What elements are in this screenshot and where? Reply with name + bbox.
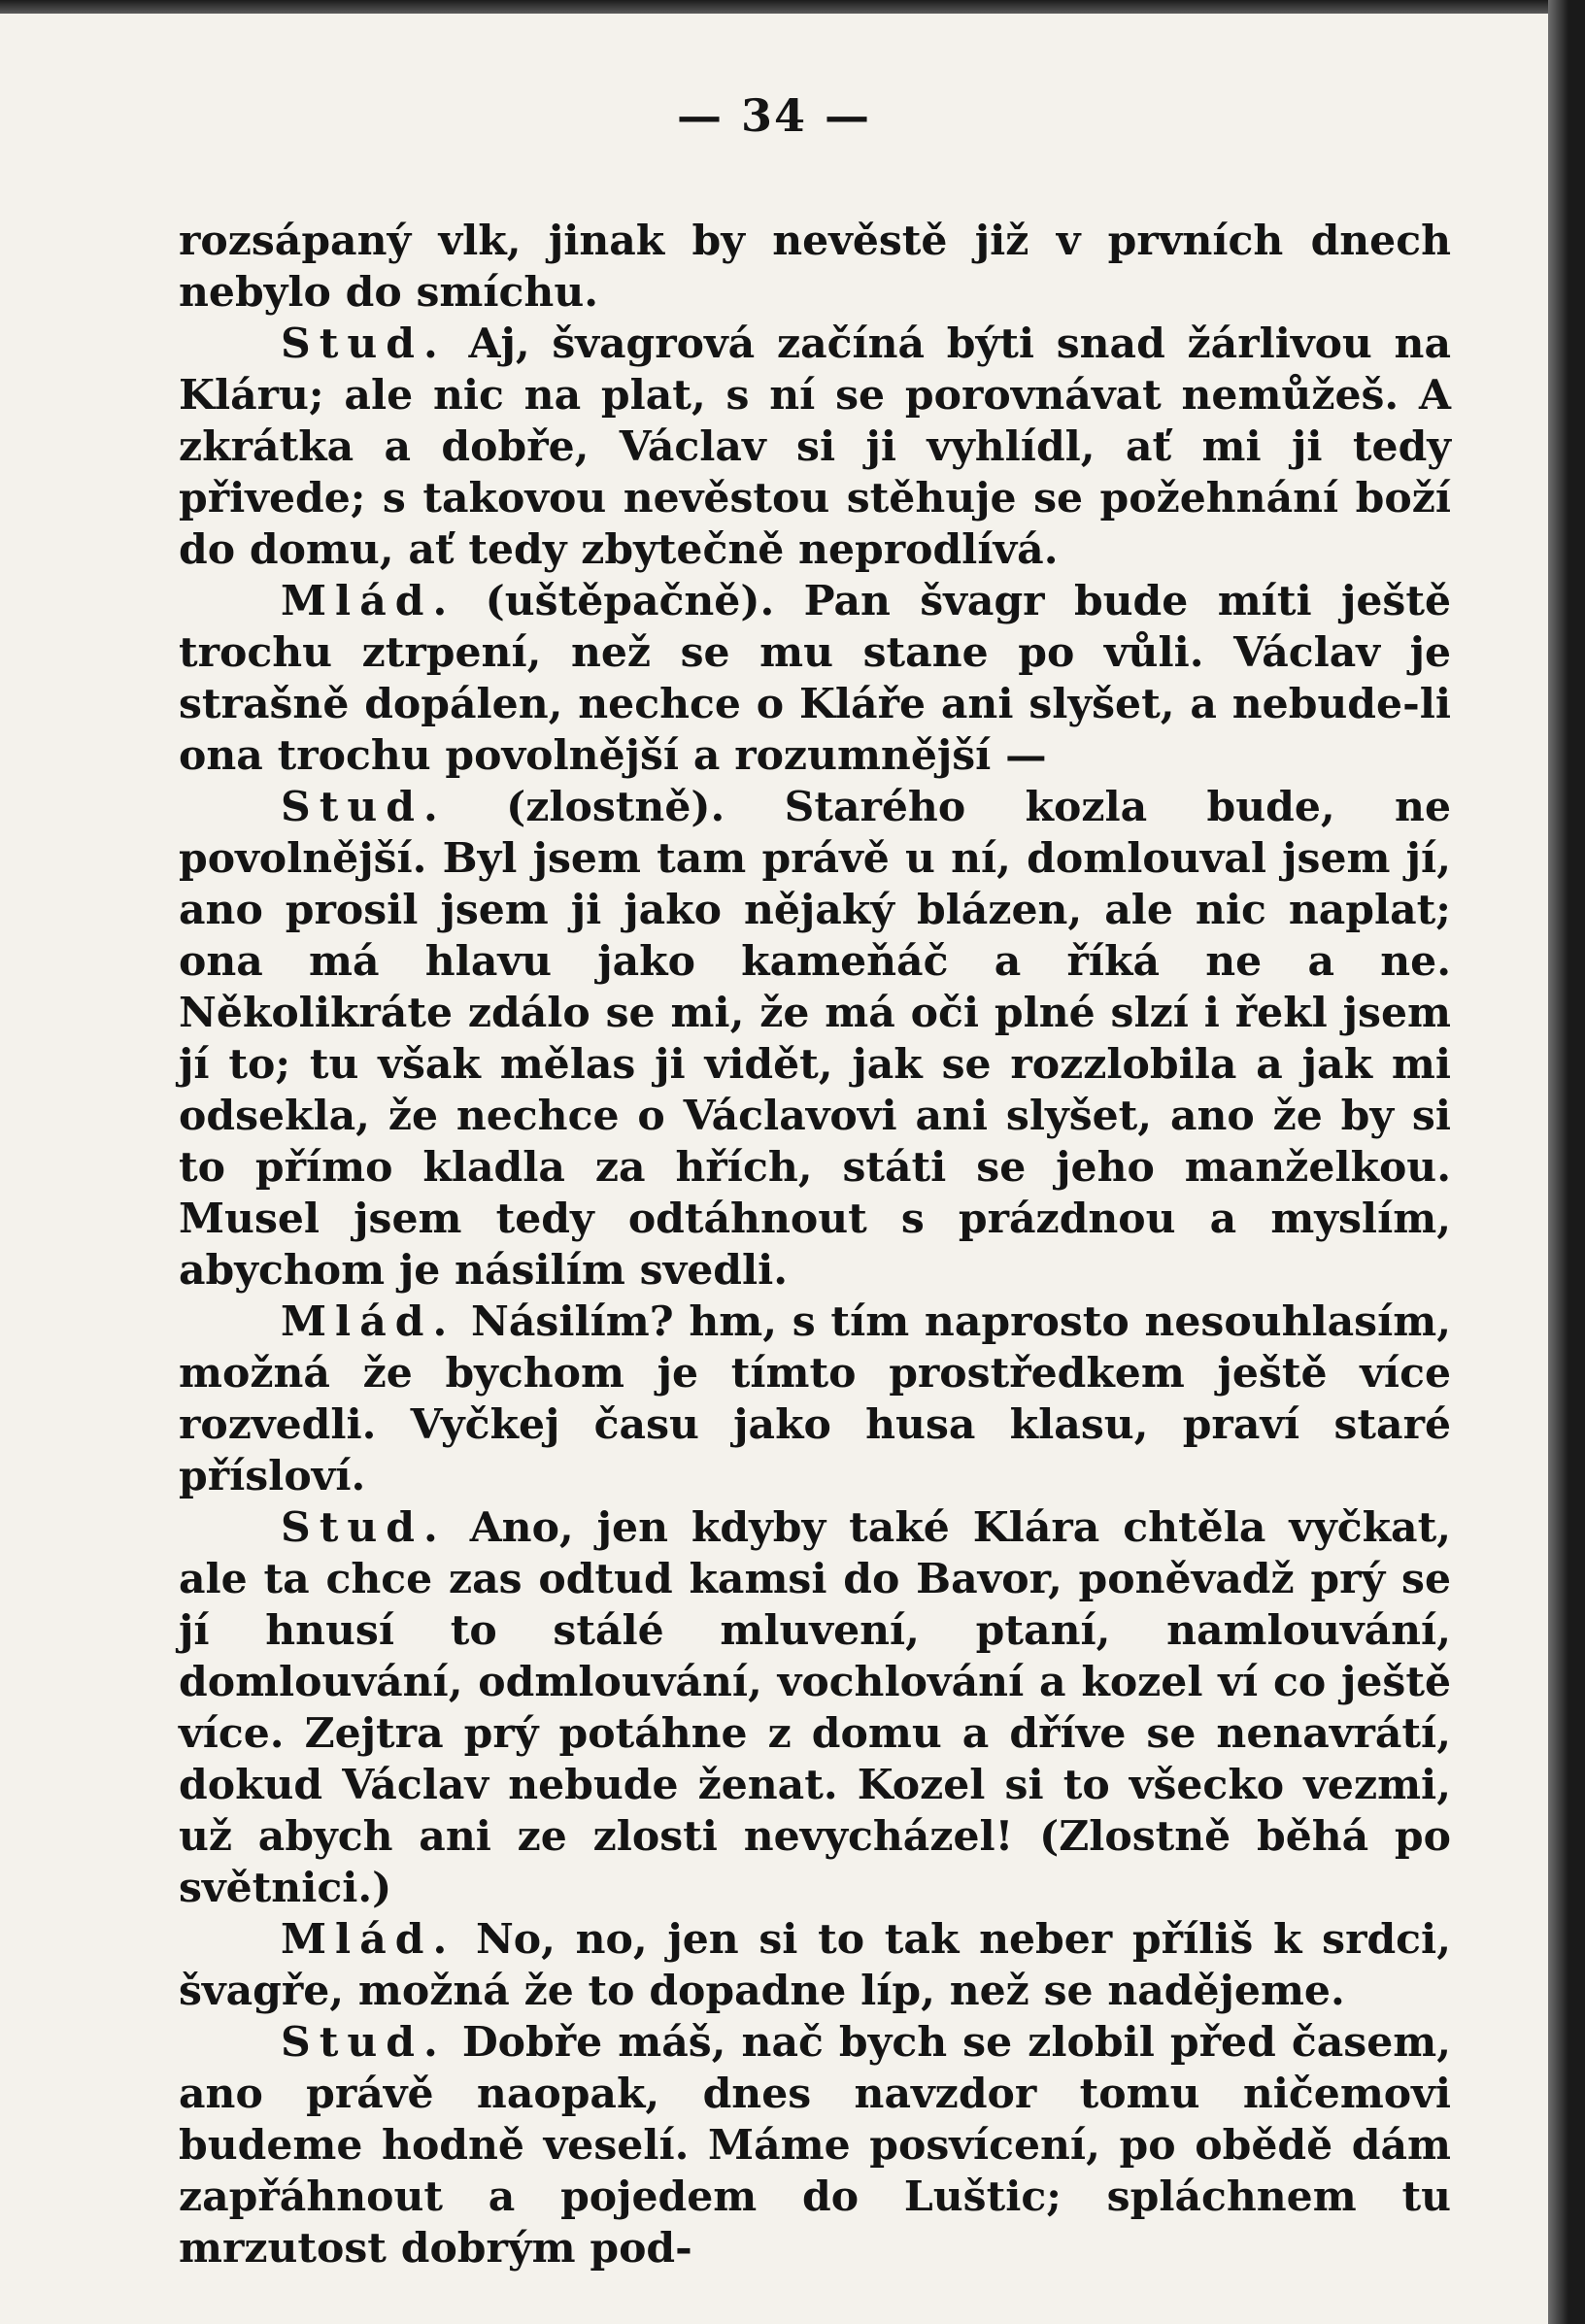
- paragraph-text: rozsápaný vlk, jinak by nevěstě již v prvních dnech nebylo do smíchu.: [179, 217, 1451, 317]
- paragraph-stud: [179, 319, 1451, 576]
- paragraph-text: Aj, švagrová začíná býti snad žárlivou na Kláru; ale nic na plat, s ní se porovnávat nemůžeš. A zkrátka a dobře, Václav si ji vyhlídl, ať mi ji tedy přivede; s takovou nevěstou stěhuje se požehnání boží do domu, ať tedy zbytečně neprodlívá.: [179, 320, 1451, 574]
- speaker-label: Mlád.: [281, 1915, 456, 1964]
- paragraph-mlad: [179, 1914, 1451, 2017]
- paragraph-stud: [179, 782, 1451, 1297]
- speaker-label: Mlád.: [281, 577, 456, 625]
- speaker-label: Stud.: [281, 2018, 447, 2067]
- paragraph-mlad: [179, 1297, 1451, 1502]
- body-text: [179, 216, 1451, 2274]
- paragraph-text: Ano, jen kdyby také Klára chtěla vyčkat, ale ta chce zas odtud kamsi do Bavor, poněvadž prý se jí hnusí to stálé mluvení, ptaní, namlouvání, domlouvání, odmlouvání, vochlování a kozel ví co ještě více. Zejtra prý potáhne z domu a dříve se nenavrátí, dokud Václav nebude ženat. Kozel si to všecko vezmi, už abych ani ze zlosti nevycházel! (Zlostně běhá po světnici.): [179, 1503, 1451, 1912]
- speaker-label: Stud.: [281, 783, 447, 831]
- paragraph-text: (uštěpačně). Pan švagr bude míti ještě trochu ztrpení, než se mu stane po vůli. Václav je strašně dopálen, nechce o Kláře ani slyšet, a nebude-li ona trochu povolnější a rozumnější —: [179, 577, 1452, 780]
- speaker-label: Stud.: [281, 320, 447, 368]
- speaker-label: Stud.: [281, 1503, 447, 1552]
- paragraph-text: (zlostně). Starého kozla bude, ne povolnější. Byl jsem tam právě u ní, domlouval jsem jí, ano prosil jsem ji jako nějaký blázen, ale nic naplat; ona má hlavu jako kameňáč a říká ne a ne. Několikráte zdálo se mi, že má oči plné slzí i řekl jsem jí to; tu však mělas ji vidět, jak se rozzlobila a jak mi odsekla, že nechce o Václavovi ani slyšet, ano že by si to přímo kladla za hřích, státi se jeho manželkou. Musel jsem tedy odtáhnout s prázdnou a myslím, abychom je násilím svedli.: [179, 783, 1451, 1295]
- paragraph-continuation: [179, 216, 1451, 319]
- paragraph-stud: [179, 2017, 1451, 2274]
- scan-edge-right: [1548, 0, 1585, 2324]
- page-number: — 34 —: [676, 89, 872, 142]
- scan-edge-top: [0, 0, 1585, 14]
- paragraph-text: Násilím? hm, s tím naprosto nesouhlasím, možná že bychom je tímto prostředkem ještě více rozvedli. Vyčkej času jako husa klasu, praví staré přísloví.: [179, 1297, 1451, 1500]
- paragraph-text: Dobře máš, nač bych se zlobil před časem, ano právě naopak, dnes navzdor tomu ničemovi budeme hodně veselí. Máme posvícení, po obědě dám zapřáhnout a pojedem do Luštic; spláchnem tu mrzutost dobrým pod-: [179, 2018, 1451, 2273]
- paragraph-text: No, no, jen si to tak neber příliš k srdci, švagře, možná že to dopadne líp, než se nadějeme.: [179, 1915, 1451, 2015]
- paragraph-mlad: [179, 576, 1451, 782]
- paragraph-stud: [179, 1502, 1451, 1914]
- speaker-label: Mlád.: [281, 1297, 456, 1346]
